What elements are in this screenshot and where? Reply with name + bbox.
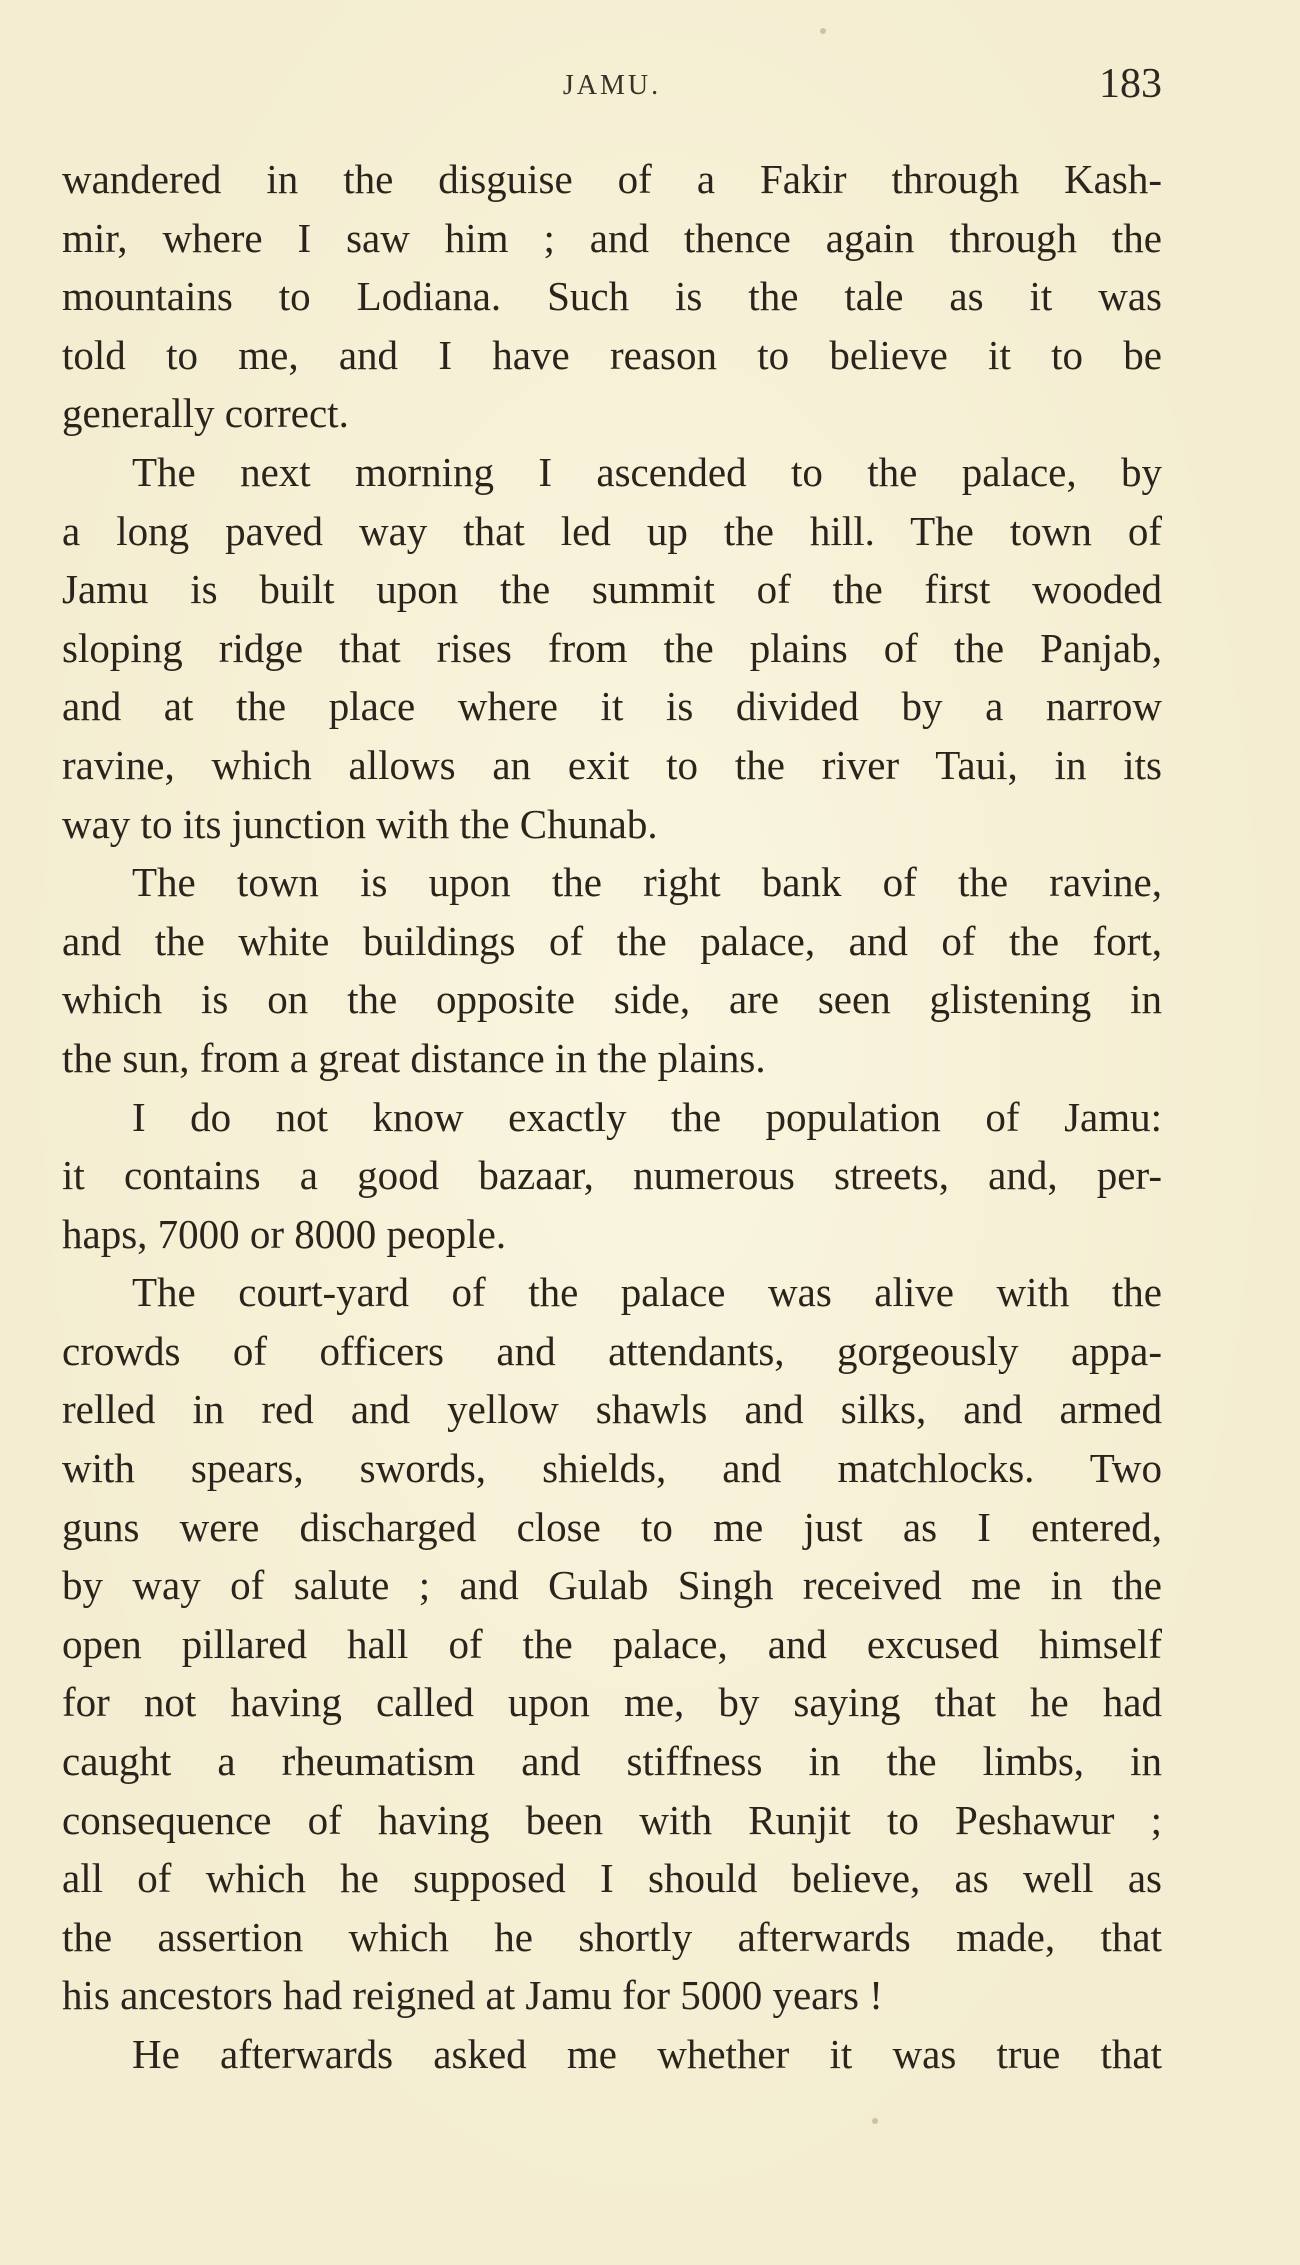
text-line: He afterwards asked me whether it was true that: [132, 2031, 1162, 2077]
text-line: the sun, from a great distance in the plains.: [62, 1034, 766, 1081]
text-line: The court-yard of the palace was alive with the: [132, 1269, 1162, 1316]
text-line: crowds of officers and attendants, gorgeously appa-: [62, 1327, 1162, 1374]
text-line: it contains a good bazaar, numerous streets, and, per-: [62, 1152, 1162, 1199]
paper-speck: [820, 28, 826, 34]
text-line: a long paved way that led up the hill. The town of: [62, 507, 1162, 554]
text-line: told to me, and I have reason to believe it to be: [62, 331, 1162, 378]
text-line: mir, where I saw him ; and thence again through the: [62, 214, 1162, 261]
text-line: Jamu is built upon the summit of the first wooded: [62, 566, 1162, 613]
text-line: generally correct.: [62, 390, 349, 437]
body-text: [62, 150, 1162, 2084]
text-line: The town is upon the right bank of the ravine,: [132, 859, 1162, 906]
text-line: his ancestors had reigned at Jamu for 5000 years !: [62, 1972, 883, 2019]
text-line: ravine, which allows an exit to the river Taui, in its: [62, 741, 1162, 788]
text-line: relled in red and yellow shawls and silks, and armed: [62, 1386, 1162, 1433]
page-number: 183: [1099, 61, 1162, 107]
text-line: with spears, swords, shields, and matchlocks. Two: [62, 1445, 1162, 1492]
text-line: haps, 7000 or 8000 people.: [62, 1210, 507, 1257]
text-line: which is on the opposite side, are seen glistening in: [62, 976, 1162, 1023]
text-line: open pillared hall of the palace, and excused himself: [62, 1620, 1162, 1667]
running-head: JAMU.: [562, 70, 662, 101]
text-line: mountains to Lodiana. Such is the tale as it was: [62, 273, 1162, 320]
text-line: and the white buildings of the palace, and of the fort,: [62, 917, 1162, 964]
text-line: guns were discharged close to me just as I entered,: [62, 1503, 1162, 1550]
text-line: I do not know exactly the population of Jamu:: [132, 1093, 1162, 1140]
text-line: way to its junction with the Chunab.: [62, 800, 658, 847]
paper-speck: [872, 2118, 878, 2124]
text-line: by way of salute ; and Gulab Singh received me in the: [62, 1562, 1162, 1609]
text-line: caught a rheumatism and stiffness in the limbs, in: [62, 1738, 1162, 1785]
text-line: wandered in the disguise of a Fakir through Kash-: [62, 156, 1162, 202]
text-line: sloping ridge that rises from the plains of the Panjab,: [62, 624, 1162, 671]
text-line: for not having called upon me, by saying that he had: [62, 1679, 1162, 1726]
text-line: The next morning I ascended to the palace, by: [132, 448, 1162, 495]
text-line: all of which he supposed I should believe, as well as: [62, 1855, 1162, 1902]
text-line: the assertion which he shortly afterwards made, that: [62, 1913, 1162, 1960]
text-line: consequence of having been with Runjit to Peshawur ;: [62, 1796, 1162, 1843]
text-line: and at the place where it is divided by a narrow: [62, 683, 1162, 730]
page-header: [62, 58, 1162, 118]
